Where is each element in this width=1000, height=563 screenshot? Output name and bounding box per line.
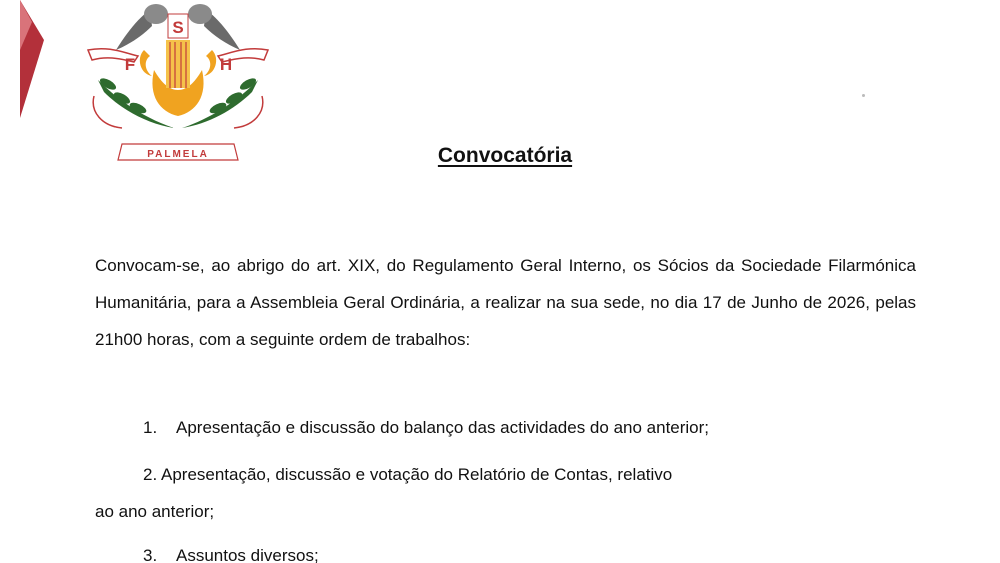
agenda-item-number: 3.: [143, 546, 158, 563]
agenda-item-number: 2.: [143, 465, 158, 484]
agenda-item-text: Assuntos diversos;: [176, 546, 319, 563]
lyre-icon: [140, 40, 216, 116]
convocation-paragraph: Convocam-se, ao abrigo do art. XIX, do Regulamento Geral Interno, os Sócios da Sociedade Filarmónica Humanitária, para a Assembleia Geral Ordinária, a realizar na sua sede, no dia 17 de Junho de 2026, pelas 21h00 horas, com a seguinte ordem de trabalhos:: [95, 256, 916, 349]
logo-initial-h: H: [219, 55, 233, 74]
agenda-item-3: [143, 546, 319, 563]
agenda-item-text: Apresentação e discussão do balanço das actividades do ano anterior;: [176, 418, 710, 437]
agenda-item-text: Apresentação, discussão e votação do Relatório de Contas, relativo: [160, 465, 673, 484]
agenda-item-1: [143, 418, 709, 438]
edge-mark-decoration: [0, 0, 46, 120]
document-title: Convocatória: [437, 144, 573, 167]
logo-initial-f: F: [124, 55, 136, 74]
logo-initial-s: S: [172, 18, 184, 37]
agenda-item-2: [143, 465, 672, 485]
agenda-item-2-continuation: ao ano anterior;: [95, 502, 215, 521]
scan-speck: [862, 94, 865, 97]
logo-band-text: PALMELA: [147, 149, 209, 160]
agenda-item-number: 1.: [143, 418, 158, 437]
